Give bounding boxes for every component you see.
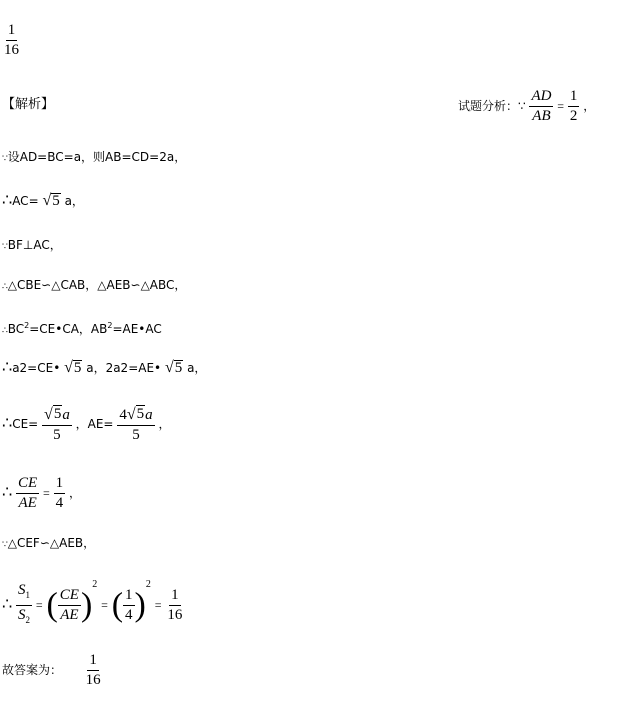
- sq-mid: =CE•CA，AB: [29, 322, 108, 336]
- denominator: 4: [125, 607, 133, 623]
- sqrt-5: √ 5: [42, 192, 60, 209]
- therefore-small-symbol: ∴: [2, 282, 8, 292]
- analysis-label: 试题分析：∵: [458, 99, 526, 113]
- s2-subscript: 2: [25, 615, 31, 625]
- top-answer-fraction: [2, 22, 21, 59]
- left-paren: (: [111, 586, 124, 624]
- s1-over-s2: [16, 582, 32, 629]
- ce-over-ae: [16, 475, 39, 512]
- quarter-fraction: [54, 475, 66, 512]
- line-cef-text: △CEF∽△AEB，: [7, 536, 96, 550]
- ratio-suffix: ，: [68, 486, 81, 500]
- line-ce-ae: [2, 405, 170, 444]
- line-area: [2, 578, 184, 629]
- s2-letter: S: [18, 607, 26, 623]
- top-answer: [2, 22, 21, 59]
- numerator: CE: [58, 587, 81, 606]
- sqrt-5: √ 5: [64, 359, 82, 376]
- denominator: 16: [167, 607, 183, 623]
- bc-label: BC: [7, 322, 25, 336]
- left-paren: (: [46, 586, 58, 624]
- right-paren: ): [80, 586, 93, 624]
- ac-prefix: AC=: [12, 194, 39, 208]
- therefore-symbol: ∴: [2, 357, 13, 376]
- equals-sign: =: [557, 99, 565, 113]
- variable: a: [145, 407, 153, 423]
- numerator: 1: [6, 22, 18, 41]
- conclusion: [2, 652, 103, 689]
- exponent: 2: [24, 321, 30, 330]
- line-set-text: 设AD=BC=a，则AB=CD=2a，: [7, 150, 187, 164]
- exponent: 2: [107, 321, 113, 330]
- therefore-symbol: ∴: [2, 482, 13, 501]
- s1-letter: S: [18, 582, 26, 598]
- right-paren: ): [134, 586, 146, 624]
- because-symbol: ∵: [2, 242, 8, 252]
- denominator: 4: [55, 495, 64, 511]
- analysis-tail: ，: [583, 99, 596, 113]
- line-similar: [2, 278, 186, 294]
- line-bf: [2, 238, 62, 254]
- numerator: 1: [568, 88, 580, 107]
- result-fraction: [165, 587, 184, 624]
- therefore-symbol: ∴: [2, 190, 13, 209]
- ac-suffix: a，: [64, 194, 84, 208]
- exponent: 2: [145, 579, 151, 590]
- radicand: 5: [52, 193, 60, 209]
- numerator: 1: [123, 587, 135, 606]
- because-symbol: ∵: [2, 154, 8, 164]
- denominator: 16: [4, 42, 19, 58]
- numerator: 1: [169, 587, 181, 606]
- line-bf-text: BF⊥AC，: [7, 238, 62, 252]
- sqrt-5: √ 5: [164, 359, 183, 376]
- equals-sign: =: [101, 598, 108, 612]
- sqrt-5: √ 5: [126, 406, 145, 423]
- denominator: [16, 606, 32, 629]
- ce-fraction: [42, 405, 72, 444]
- line-set: [2, 150, 186, 166]
- line-cef: [2, 536, 95, 552]
- numerator: AD: [529, 88, 553, 107]
- because-symbol: ∵: [2, 540, 8, 550]
- therefore-small-symbol: ∴: [2, 326, 8, 336]
- equals-sign: =: [154, 598, 162, 612]
- denominator: AE: [18, 495, 37, 511]
- analysis-intro: [458, 88, 595, 125]
- equals-sign: =: [35, 598, 43, 612]
- denominator: 5: [53, 427, 61, 443]
- ce-over-ae: [58, 587, 81, 624]
- denominator: AE: [60, 607, 79, 623]
- line-ratio: [2, 475, 81, 512]
- numerator: 1: [54, 475, 66, 494]
- exponent: 2: [92, 579, 98, 590]
- conclusion-label: 故答案为：: [2, 663, 63, 677]
- radicand: 5: [174, 360, 183, 376]
- ce-ae-suffix: ，: [158, 417, 171, 431]
- ae-fraction: [117, 405, 154, 444]
- quarter-fraction: [123, 587, 135, 624]
- ae-prefix: ，AE=: [75, 417, 114, 431]
- denominator: 5: [132, 427, 140, 443]
- sq-end: =AE•AC: [112, 322, 162, 336]
- final-answer-fraction: [84, 652, 103, 689]
- numerator: [117, 405, 154, 426]
- numerator: CE: [16, 475, 39, 494]
- radicand: 5: [136, 406, 145, 422]
- a2-part2: a，2a2=AE•: [86, 361, 162, 375]
- ce-prefix: CE=: [12, 417, 39, 431]
- a2-part1: a2=CE•: [12, 361, 61, 375]
- numerator: [16, 582, 32, 606]
- equals-sign: =: [43, 486, 50, 500]
- numerator: 1: [87, 652, 99, 671]
- denominator: 16: [85, 672, 101, 688]
- therefore-symbol: ∴: [2, 413, 13, 432]
- line-similar-text: △CBE∽△CAB，△AEB∽△ABC，: [7, 278, 187, 292]
- analysis-heading: 【解析】: [2, 97, 55, 112]
- numerator: [42, 405, 72, 426]
- radicand: 5: [73, 360, 82, 376]
- line-squares: [2, 319, 162, 338]
- sqrt-5: √ 5: [44, 406, 62, 423]
- line-a2: [2, 357, 207, 376]
- a2-part3: a，: [187, 361, 207, 375]
- ad-ab-fraction: [529, 88, 553, 125]
- half-fraction: [568, 88, 580, 125]
- radicand: 5: [53, 406, 62, 422]
- s1-subscript: 1: [25, 590, 31, 600]
- therefore-symbol: ∴: [2, 594, 13, 613]
- denominator: AB: [532, 108, 551, 124]
- denominator: 2: [569, 108, 578, 124]
- coefficient: 4: [119, 407, 127, 423]
- variable: a: [62, 407, 70, 423]
- line-ac: [2, 190, 84, 209]
